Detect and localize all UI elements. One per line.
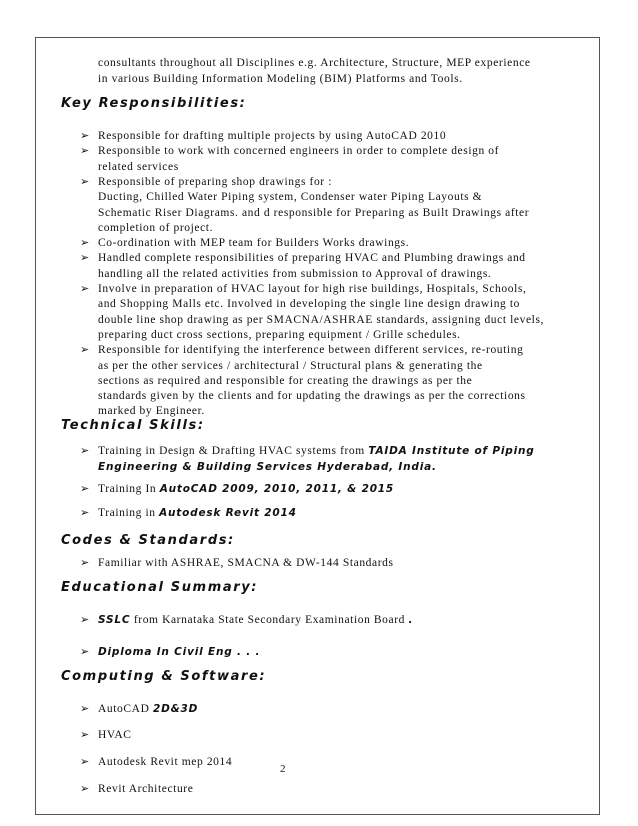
list-item bbox=[98, 444, 535, 459]
list-item-emphasis: AutoCAD 2009, 2010, 2011, & 2015 bbox=[159, 483, 395, 495]
list-item bbox=[98, 482, 394, 497]
section-heading-educational-summary: Educational Summary: bbox=[61, 580, 259, 595]
arrowhead-bullet-icon: ➢ bbox=[80, 444, 90, 457]
list-item-continuation: handling all the related activities from submission to Approval of drawings. bbox=[98, 267, 492, 280]
section-heading-computing-software: Computing & Software: bbox=[61, 669, 267, 684]
list-item bbox=[98, 613, 413, 628]
list-item-continuation: completion of project. bbox=[98, 221, 214, 234]
arrowhead-bullet-icon: ➢ bbox=[80, 236, 90, 250]
list-item-continuation: and Shopping Malls etc. Involved in developing the single line design drawing to bbox=[98, 298, 521, 311]
list-item-emphasis: SSLC bbox=[98, 614, 131, 626]
arrowhead-bullet-icon: ➢ bbox=[80, 482, 90, 495]
arrowhead-bullet-icon: ➢ bbox=[80, 506, 90, 519]
arrowhead-bullet-icon: ➢ bbox=[80, 343, 90, 357]
arrowhead-bullet-icon: ➢ bbox=[80, 613, 90, 626]
intro-line: in various Building Information Modeling (BIM) Platforms and Tools. bbox=[98, 73, 463, 85]
arrowhead-bullet-icon: ➢ bbox=[80, 282, 90, 295]
list-item-continuation: standards given by the clients and for updating the drawings as per the corrections bbox=[98, 390, 526, 403]
list-item: Co-ordination with MEP team for Builders Works drawings. bbox=[98, 237, 410, 250]
arrowhead-bullet-icon: ➢ bbox=[80, 782, 90, 795]
list-item-emphasis: 2D&3D bbox=[152, 703, 199, 715]
list-item-emphasis: Engineering & Building Services Hyderabad, India. bbox=[98, 461, 437, 473]
list-item bbox=[98, 645, 260, 660]
list-item: Handled complete responsibilities of preparing HVAC and Plumbing drawings and bbox=[98, 252, 526, 265]
list-item-text: Training in bbox=[98, 507, 156, 519]
list-item-text: AutoCAD bbox=[98, 703, 150, 715]
list-item: Autodesk Revit mep 2014 bbox=[98, 756, 233, 768]
list-item-text: Training In bbox=[98, 483, 157, 495]
list-item-emphasis: . bbox=[408, 614, 414, 626]
list-item-emphasis: TAIDA Institute of Piping bbox=[368, 445, 535, 457]
list-item: Responsible for drafting multiple projects by using AutoCAD 2010 bbox=[98, 130, 447, 142]
list-item-emphasis: Autodesk Revit 2014 bbox=[159, 507, 297, 519]
list-item: Revit Architecture bbox=[98, 783, 194, 795]
list-item-emphasis: Diploma In Civil Eng . . . bbox=[98, 646, 261, 658]
arrowhead-bullet-icon: ➢ bbox=[80, 755, 90, 768]
section-heading-codes-standards: Codes & Standards: bbox=[61, 533, 235, 548]
list-item-continuation: preparing duct cross sections, preparing equipment / Grille schedules. bbox=[98, 328, 461, 341]
arrowhead-bullet-icon: ➢ bbox=[80, 556, 90, 569]
arrowhead-bullet-icon: ➢ bbox=[80, 702, 90, 715]
list-item bbox=[98, 702, 198, 717]
intro-line: consultants throughout all Disciplines e.g. Architecture, Structure, MEP experience bbox=[98, 57, 531, 69]
list-item bbox=[98, 506, 297, 521]
list-item-continuation: sections as required and responsible for creating the drawings as per the bbox=[98, 374, 473, 387]
list-item-continuation: as per the other services / architectural / Structural plans & generating the bbox=[98, 359, 483, 372]
list-item: Familiar with ASHRAE, SMACNA & DW-144 Standards bbox=[98, 557, 394, 569]
section-heading-key-responsibilities: Key Responsibilities: bbox=[61, 96, 247, 111]
list-item: Responsible for identifying the interference between different services, re-routing bbox=[98, 344, 524, 357]
list-item-continuation: double line shop drawing as per SMACNA/ASHRAE standards, assigning duct levels, bbox=[98, 313, 545, 326]
arrowhead-bullet-icon: ➢ bbox=[80, 129, 90, 142]
list-item-continuation bbox=[98, 460, 437, 475]
arrowhead-bullet-icon: ➢ bbox=[80, 144, 90, 158]
list-item: Involve in preparation of HVAC layout for high rise buildings, Hospitals, Schools, bbox=[98, 283, 527, 295]
list-item: Responsible of preparing shop drawings for : bbox=[98, 175, 333, 188]
arrowhead-bullet-icon: ➢ bbox=[80, 728, 90, 741]
page-number: 2 bbox=[280, 763, 286, 775]
arrowhead-bullet-icon: ➢ bbox=[80, 251, 90, 265]
arrowhead-bullet-icon: ➢ bbox=[80, 174, 90, 188]
list-item: Responsible to work with concerned engineers in order to complete design of bbox=[98, 145, 500, 158]
list-item-continuation: related services bbox=[98, 160, 179, 173]
document-page bbox=[35, 37, 600, 815]
list-item-continuation: Schematic Riser Diagrams. and d responsible for Preparing as Built Drawings after bbox=[98, 206, 530, 219]
list-item: HVAC bbox=[98, 729, 132, 741]
section-heading-technical-skills: Technical Skills: bbox=[61, 418, 205, 433]
arrowhead-bullet-icon: ➢ bbox=[80, 645, 90, 658]
list-item-continuation: Ducting, Chilled Water Piping system, Condenser water Piping Layouts & bbox=[98, 191, 483, 204]
list-item-text: from Karnataka State Secondary Examination Board bbox=[133, 614, 406, 626]
list-item-text: Training in Design & Drafting HVAC systems from bbox=[98, 445, 365, 457]
list-item-continuation: marked by Engineer. bbox=[98, 405, 205, 418]
